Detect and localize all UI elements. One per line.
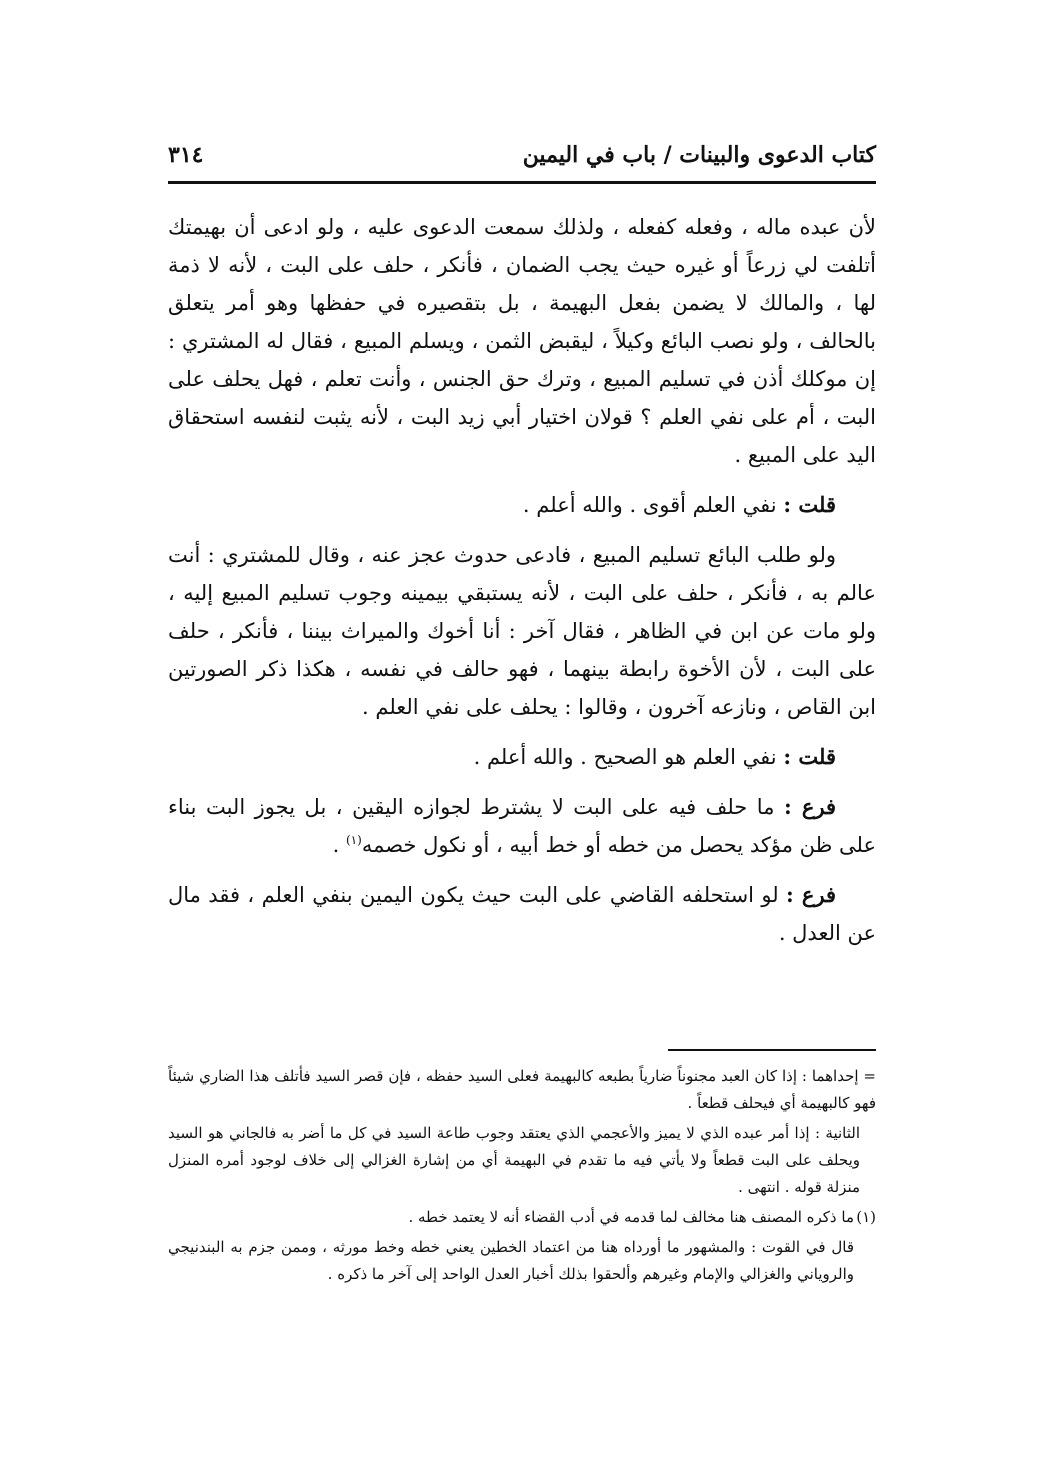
footnotes	[168, 1063, 876, 1291]
paragraph-4-text: نفي العلم هو الصحيح . والله أعلم .	[473, 745, 784, 769]
page-number: ٣١٤	[168, 142, 204, 168]
footnote-1-text: ما ذكره المصنف هنا مخالف لما قدمه في أدب القضاء أنه لا يعتمد خطه .	[408, 1208, 854, 1226]
main-text	[168, 208, 876, 964]
footnote-1-marker: (١)	[856, 1208, 876, 1226]
footnote-continued-1	[168, 1063, 876, 1117]
paragraph-6-text: لو استحلفه القاضي على البت حيث يكون اليمين بنفي العلم ، فقد مال عن العدل .	[168, 883, 876, 945]
paragraph-6-lead: فرع :	[786, 882, 836, 907]
running-header	[168, 142, 876, 176]
paragraph-4-lead: قلت :	[783, 744, 836, 769]
footnote-continued-1-text: إحداهما : إذا كان العبد مجنوناً ضارياً بطبعه كالبهيمة فعلى السيد حفظه ، فإن قصر السيد فأتلف هذا الضاري شيئاً فهو كالبهيمة أي فيحلف قطعاً .	[168, 1067, 876, 1112]
paragraph-5-lead: فرع :	[783, 794, 837, 819]
paragraph-1: لأن عبده ماله ، وفعله كفعله ، ولذلك سمعت الدعوى عليه ، ولو ادعى أن بهيمتك أتلفت لي زرعاً أو غيره حيث يجب الضمان ، فأنكر ، حلف على البت ، لأنه لا ذمة لها ، والمالك لا يضمن بفعل البهيمة ، بل بتقصيره في حفظها وهو أمر يتعلق بالحالف ، ولو نصب البائع وكيلاً ، ليقبض الثمن ، ويسلم المبيع ، فقال له المشتري : إن موكلك أذن في تسليم المبيع ، وترك حق الجنس ، وأنت تعلم ، فهل يحلف على البت ، أم على نفي العلم ؟ قولان اختيار أبي زيد البت ، لأنه يثبت لنفسه استحقاق اليد على المبيع .	[168, 215, 876, 467]
paragraph-2	[168, 486, 876, 524]
paragraph-5	[168, 788, 876, 864]
paragraph-5-text: ما حلف فيه على البت لا يشترط لجوازه اليقين ، بل يجوز البت بناء على ظن مؤكد يحصل من خطه أو خط أبيه ، أو نكول خصمه	[168, 795, 876, 857]
footnote-continued-2: الثانية : إذا أمر عبده الذي لا يميز والأعجمي الذي يعتقد وجوب طاعة السيد في كل ما أضر به فالجاني هو السيد ويحلف على البت قطعاً ولا يأتي فيه ما تقدم في البهيمة أي من إشارة الغزالي إلى خلاف لوجود أمره المنزل منزلة قوله . انتهى .	[168, 1124, 860, 1196]
chapter-title: كتاب الدعوى والبينات / باب في اليمين	[522, 142, 876, 168]
footnote-1	[168, 1204, 876, 1231]
paragraph-6	[168, 876, 876, 952]
footnote-1-extra: قال في القوت : والمشهور ما أورداه هنا من اعتماد الخطين يعني خطه وخط مورثه ، وممن جزم به البندنيجي والروياني والغزالي والإمام وغيرهم وألحقوا بذلك أخبار العدل الواحد إلى آخر ما ذكره .	[168, 1238, 854, 1283]
paragraph-5-end: .	[332, 833, 346, 857]
footnote-reference[interactable]: (١)	[345, 833, 362, 847]
paragraph-2-lead: قلت :	[783, 492, 836, 517]
paragraph-4	[168, 738, 876, 776]
header-divider	[168, 181, 876, 184]
footnote-divider	[668, 1049, 876, 1051]
paragraph-2-text: نفي العلم أقوى . والله أعلم .	[522, 493, 784, 517]
paragraph-3: ولو طلب البائع تسليم المبيع ، فادعى حدوث عجز عنه ، وقال للمشتري : أنت عالم به ، فأنكر ، حلف على البت ، لأنه يستبقي بيمينه وجوب تسليم المبيع إليه ، ولو مات عن ابن في الظاهر ، فقال آخر : أنا أخوك والميراث بيننا ، فأنكر ، حلف على البت ، لأن الأخوة رابطة بينهما ، فهو حالف في نفسه ، هكذا ذكر الصورتين ابن القاص ، ونازعه آخرون ، وقالوا : يحلف على نفي العلم .	[168, 543, 876, 719]
continuation-marker: =	[863, 1067, 876, 1085]
